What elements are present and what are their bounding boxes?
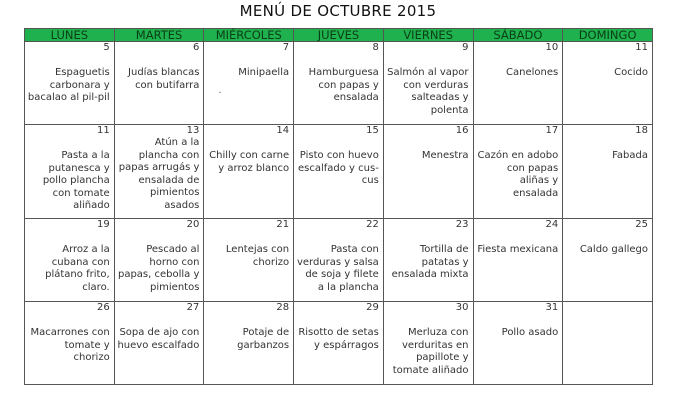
day-number: 28 [276, 302, 290, 313]
day-cell [383, 219, 473, 302]
dish-text: Atún a la plancha con papas arrugás y ensalada de pimientos asados [118, 137, 200, 211]
week-row [25, 302, 653, 385]
header-lunes: LUNES [25, 29, 115, 42]
day-cell [563, 219, 653, 302]
day-cell [294, 219, 384, 302]
day-cell [25, 125, 115, 219]
day-cell [114, 125, 204, 219]
dish-text: Judías blancas con butifarra [128, 67, 200, 91]
day-cell [204, 219, 294, 302]
dish-text: Fabada [612, 150, 648, 161]
day-number: 5 [103, 42, 110, 53]
day-number: 11 [96, 125, 110, 136]
day-number: 10 [545, 42, 559, 53]
dish-text: Pollo asado [501, 327, 559, 338]
day-number: 9 [462, 42, 469, 53]
day-number: 21 [276, 219, 290, 230]
day-cell [473, 302, 563, 385]
day-cell [25, 42, 115, 125]
dish-text: Merluza con verduritas en papillote y tomate aliñado [392, 327, 469, 376]
dish-text: Canelones [506, 67, 559, 78]
dish-text: Sopa de ajo con huevo escalfado [117, 327, 200, 351]
day-cell [25, 219, 115, 302]
stray-dot: · [218, 87, 222, 99]
dish-text: Lentejas con chorizo [225, 244, 290, 268]
day-number: 13 [186, 125, 200, 136]
day-number: 22 [366, 219, 379, 230]
day-number: 17 [545, 125, 559, 136]
day-number: 11 [635, 42, 648, 53]
day-number: 19 [96, 219, 110, 230]
day-cell [473, 125, 563, 219]
dish-text: Chilly con carne y arroz blanco [209, 150, 290, 174]
menu-calendar [24, 28, 653, 385]
day-number: 25 [635, 219, 648, 230]
day-number: 26 [96, 302, 110, 313]
dish-text: Tortilla de patatas y ensalada mixta [391, 244, 469, 280]
day-cell [563, 125, 653, 219]
dish-text: Pasta a la putanesca y pollo plancha con tomate aliñado [42, 150, 110, 211]
header-martes: MARTES [114, 29, 204, 42]
day-number: 6 [193, 42, 200, 53]
week-row [25, 42, 653, 125]
day-cell [294, 42, 384, 125]
dish-text: Potaje de garbanzos [237, 327, 290, 351]
day-cell [473, 219, 563, 302]
day-cell [563, 42, 653, 125]
dish-text: Minipaella [238, 67, 290, 78]
page-title: MENÚ DE OCTUBRE 2015 [239, 2, 437, 20]
day-number: 8 [372, 42, 379, 53]
dish-text: Risotto de setas y espárragos [298, 327, 379, 351]
dish-text: Menestra [421, 150, 469, 161]
day-cell [204, 42, 294, 125]
dish-text: Salmón al vapor con verduras salteadas y polenta [387, 67, 469, 116]
day-number: 15 [366, 125, 379, 136]
day-cell [25, 302, 115, 385]
day-number: 29 [366, 302, 379, 313]
day-number: 16 [455, 125, 469, 136]
day-number: 20 [186, 219, 200, 230]
weekday-header-row [25, 29, 653, 42]
dish-text: Fiesta mexicana [477, 244, 559, 255]
day-cell [114, 302, 204, 385]
day-number [565, 302, 648, 314]
header-domingo: DOMINGO [563, 29, 653, 42]
header-viernes: VIERNES [383, 29, 473, 42]
dish-text: Hamburguesa con papas y ensalada [308, 67, 379, 103]
day-number: 31 [545, 302, 559, 313]
day-cell [204, 125, 294, 219]
dish-text: Cazón en adobo con papas aliñas y ensalada [477, 150, 559, 199]
header-jueves: JUEVES [294, 29, 384, 42]
day-number: 18 [635, 125, 648, 136]
day-cell [383, 125, 473, 219]
dish-text: Espaguetis carbonara y bacalao al pil-pil [27, 67, 110, 103]
day-cell [114, 219, 204, 302]
dish-text: Pescado al horno con papas, cebolla y pimientos [117, 244, 200, 293]
header-sabado: SÁBADO [473, 29, 563, 42]
day-cell [294, 302, 384, 385]
dish-text: Pasta con verduras y salsa de soja y filete a la plancha [296, 244, 379, 293]
day-cell [473, 42, 563, 125]
dish-text: Pisto con huevo escalfado y cus-cus [298, 150, 379, 186]
dish-text: Cocido [614, 67, 648, 78]
dish-text: Arroz a la cubana con plátano frito, claro. [45, 244, 110, 293]
day-number: 24 [545, 219, 559, 230]
day-cell [294, 125, 384, 219]
day-cell [204, 302, 294, 385]
week-row [25, 125, 653, 219]
day-cell [383, 302, 473, 385]
week-row [25, 219, 653, 302]
day-number: 30 [455, 302, 469, 313]
dish-text: Macarrones con tomate y chorizo [30, 327, 110, 363]
day-cell [114, 42, 204, 125]
day-cell [383, 42, 473, 125]
day-number: 7 [282, 42, 290, 53]
day-number: 27 [186, 302, 200, 313]
day-number: 23 [455, 219, 469, 230]
header-miercoles: MIÉRCOLES [204, 29, 294, 42]
day-cell-empty [563, 302, 653, 385]
day-number: 14 [276, 125, 290, 136]
dish-text: Caldo gallego [579, 244, 648, 255]
